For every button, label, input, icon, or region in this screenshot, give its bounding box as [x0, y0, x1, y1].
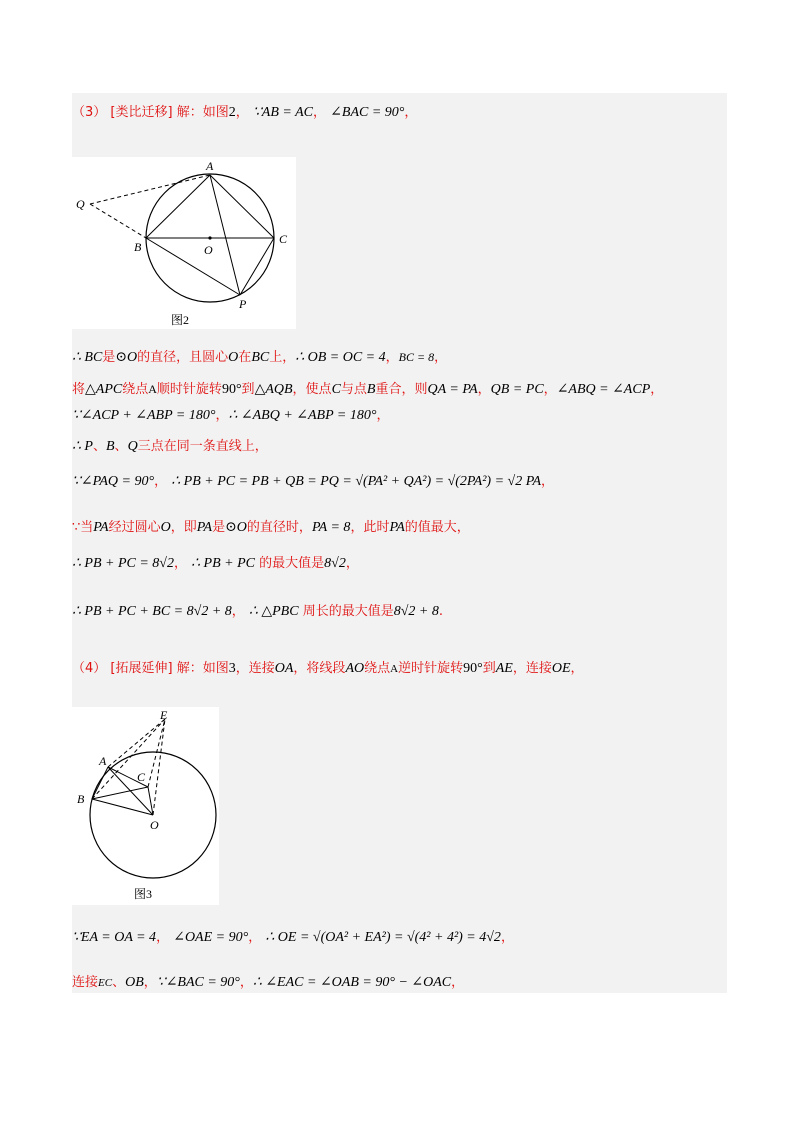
segment-qb: [90, 204, 146, 238]
section-3-header: （3） [类比迁移] 解：如图2， ∵AB = AC， ∠BAC = 90°，: [72, 105, 418, 120]
label-e: E: [160, 708, 168, 722]
segment-ae: [108, 719, 165, 767]
section-tag: [类比迁移]: [110, 105, 173, 120]
proof-line-10: 连接EC、OB，∵∠BAC = 90°，∴ ∠EAC = ∠OAB = 90° − ∠OAC，: [72, 975, 465, 990]
label-c: C: [137, 770, 146, 784]
proof-line-3: ∵∠ACP + ∠ABP = 180°，∴ ∠ABQ + ∠ABP = 180°，: [72, 408, 390, 423]
segment-cp: [240, 238, 274, 295]
label-b: B: [77, 792, 85, 806]
proof-line-2: 将△APC绕点A顺时针旋转90°到△AQB，使点C与点B重合，则QA = PA，QB = PC，∠ABQ = ∠ACP，: [72, 382, 664, 397]
segment-bc: [92, 787, 148, 799]
figure-2: [72, 157, 296, 329]
proof-line-9: ∵EA = OA = 4， ∠OAE = 90°， ∴ OE = √(OA² + EA²) = √(4² + 4²) = 4√2，: [72, 930, 514, 945]
label-a: A: [206, 159, 214, 173]
figure-3-caption: 图3: [134, 887, 153, 901]
section-tag: [拓展延伸]: [110, 661, 173, 676]
center-point: [208, 236, 211, 239]
segment-oe: [153, 719, 165, 815]
section-4-header: （4） [拓展延伸] 解：如图3，连接OA，将线段AO绕点A逆时针旋转90°到AE，连接OE，: [72, 661, 584, 676]
figure-2-caption: 图2: [171, 313, 190, 327]
label-c: C: [279, 232, 288, 246]
proof-line-1: ∴ BC是⊙O的直径，且圆心O在BC上，∴ OB = OC = 4，BC = 8，: [72, 350, 448, 365]
segment-ap: [210, 175, 240, 295]
segment-ab: [92, 767, 108, 799]
figure-3-diagram: [72, 707, 219, 905]
label-a: A: [99, 754, 107, 768]
figure-3: [72, 707, 219, 905]
segment-ab: [146, 175, 210, 238]
proof-line-6: ∵当PA经过圆心O，即PA是⊙O的直径时，PA = 8，此时PA的值最大，: [72, 520, 470, 535]
proof-line-7: ∴ PB + PC = 8√2， ∴ PB + PC 的最大值是8√2，: [72, 556, 359, 571]
segment-qa: [90, 175, 210, 204]
segment-ac: [210, 175, 274, 238]
segment-bp: [146, 238, 240, 295]
proof-line-5: ∵∠PAQ = 90°， ∴ PB + PC = PB + QB = PQ = √(PA² + QA²) = √(2PA²) = √2 PA，: [72, 474, 555, 489]
label-o: O: [204, 243, 213, 257]
label-b: B: [134, 240, 142, 254]
segment-ob: [92, 799, 153, 815]
section-number: （3）: [72, 105, 107, 120]
label-o: O: [150, 818, 159, 832]
section-number: （4）: [72, 661, 107, 676]
figure-2-diagram: [72, 157, 296, 329]
proof-line-8: ∴ PB + PC + BC = 8√2 + 8， ∴ △PBC 周长的最大值是8√2 + 8.: [72, 604, 443, 619]
label-q: Q: [76, 197, 85, 211]
proof-line-4: ∴ P、B、Q三点在同一条直线上，: [72, 439, 268, 454]
label-p: P: [239, 297, 247, 311]
